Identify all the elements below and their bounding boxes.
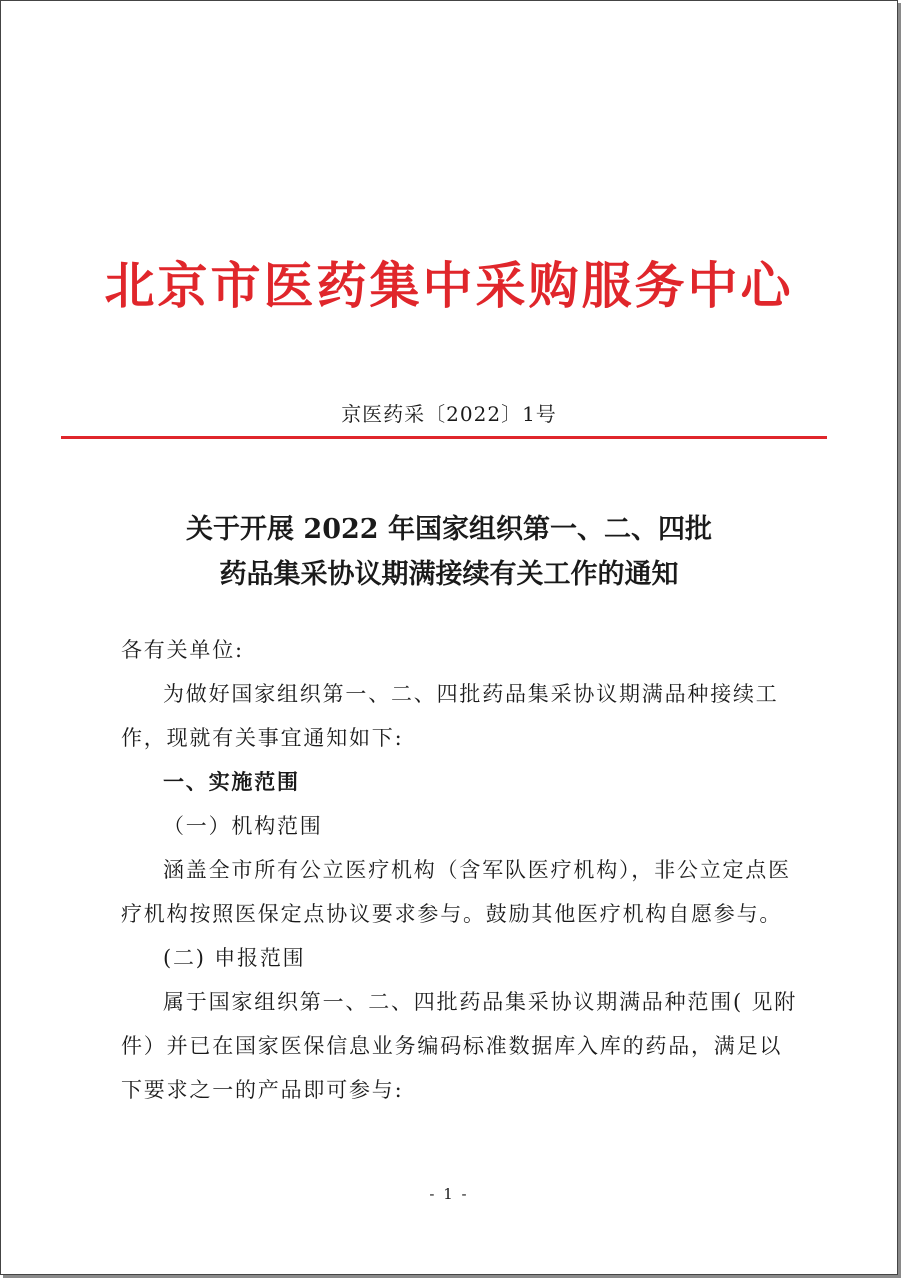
page-number: - 1 - bbox=[429, 1185, 469, 1203]
red-divider-line bbox=[61, 436, 827, 439]
intro-paragraph: 为做好国家组织第一、二、四批药品集采协议期满品种接续工作，现就有关事宜通知如下: bbox=[121, 682, 779, 750]
subsection-1-heading: （一）机构范围 bbox=[163, 814, 323, 838]
section-1-heading: 一、实施范围 bbox=[163, 770, 300, 794]
subsection-2-text: 属于国家组织第一、二、四批药品集采协议期满品种范围( 见附件）并已在国家医保信息业务编码标准数据库入库的药品，满足以下要求之一的产品即可参与: bbox=[121, 990, 798, 1102]
document-number: 京医药采〔2022〕1号 bbox=[341, 402, 557, 426]
issuer-name: 北京市医药集中采购服务中心 bbox=[104, 257, 794, 315]
subsection-2-heading: (二) 申报范围 bbox=[163, 946, 306, 970]
title-line-2: 药品集采协议期满接续有关工作的通知 bbox=[219, 559, 679, 590]
salutation: 各有关单位: bbox=[121, 638, 244, 662]
subsection-1-text: 涵盖全市所有公立医疗机构（含军队医疗机构），非公立定点医疗机构按照医保定点协议要求参与。鼓励其他医疗机构自愿参与。 bbox=[121, 858, 791, 926]
title-line-1: 关于开展 2022 年国家组织第一、二、四批 bbox=[186, 514, 712, 545]
document-title bbox=[1, 507, 897, 597]
document-body bbox=[121, 628, 801, 1112]
